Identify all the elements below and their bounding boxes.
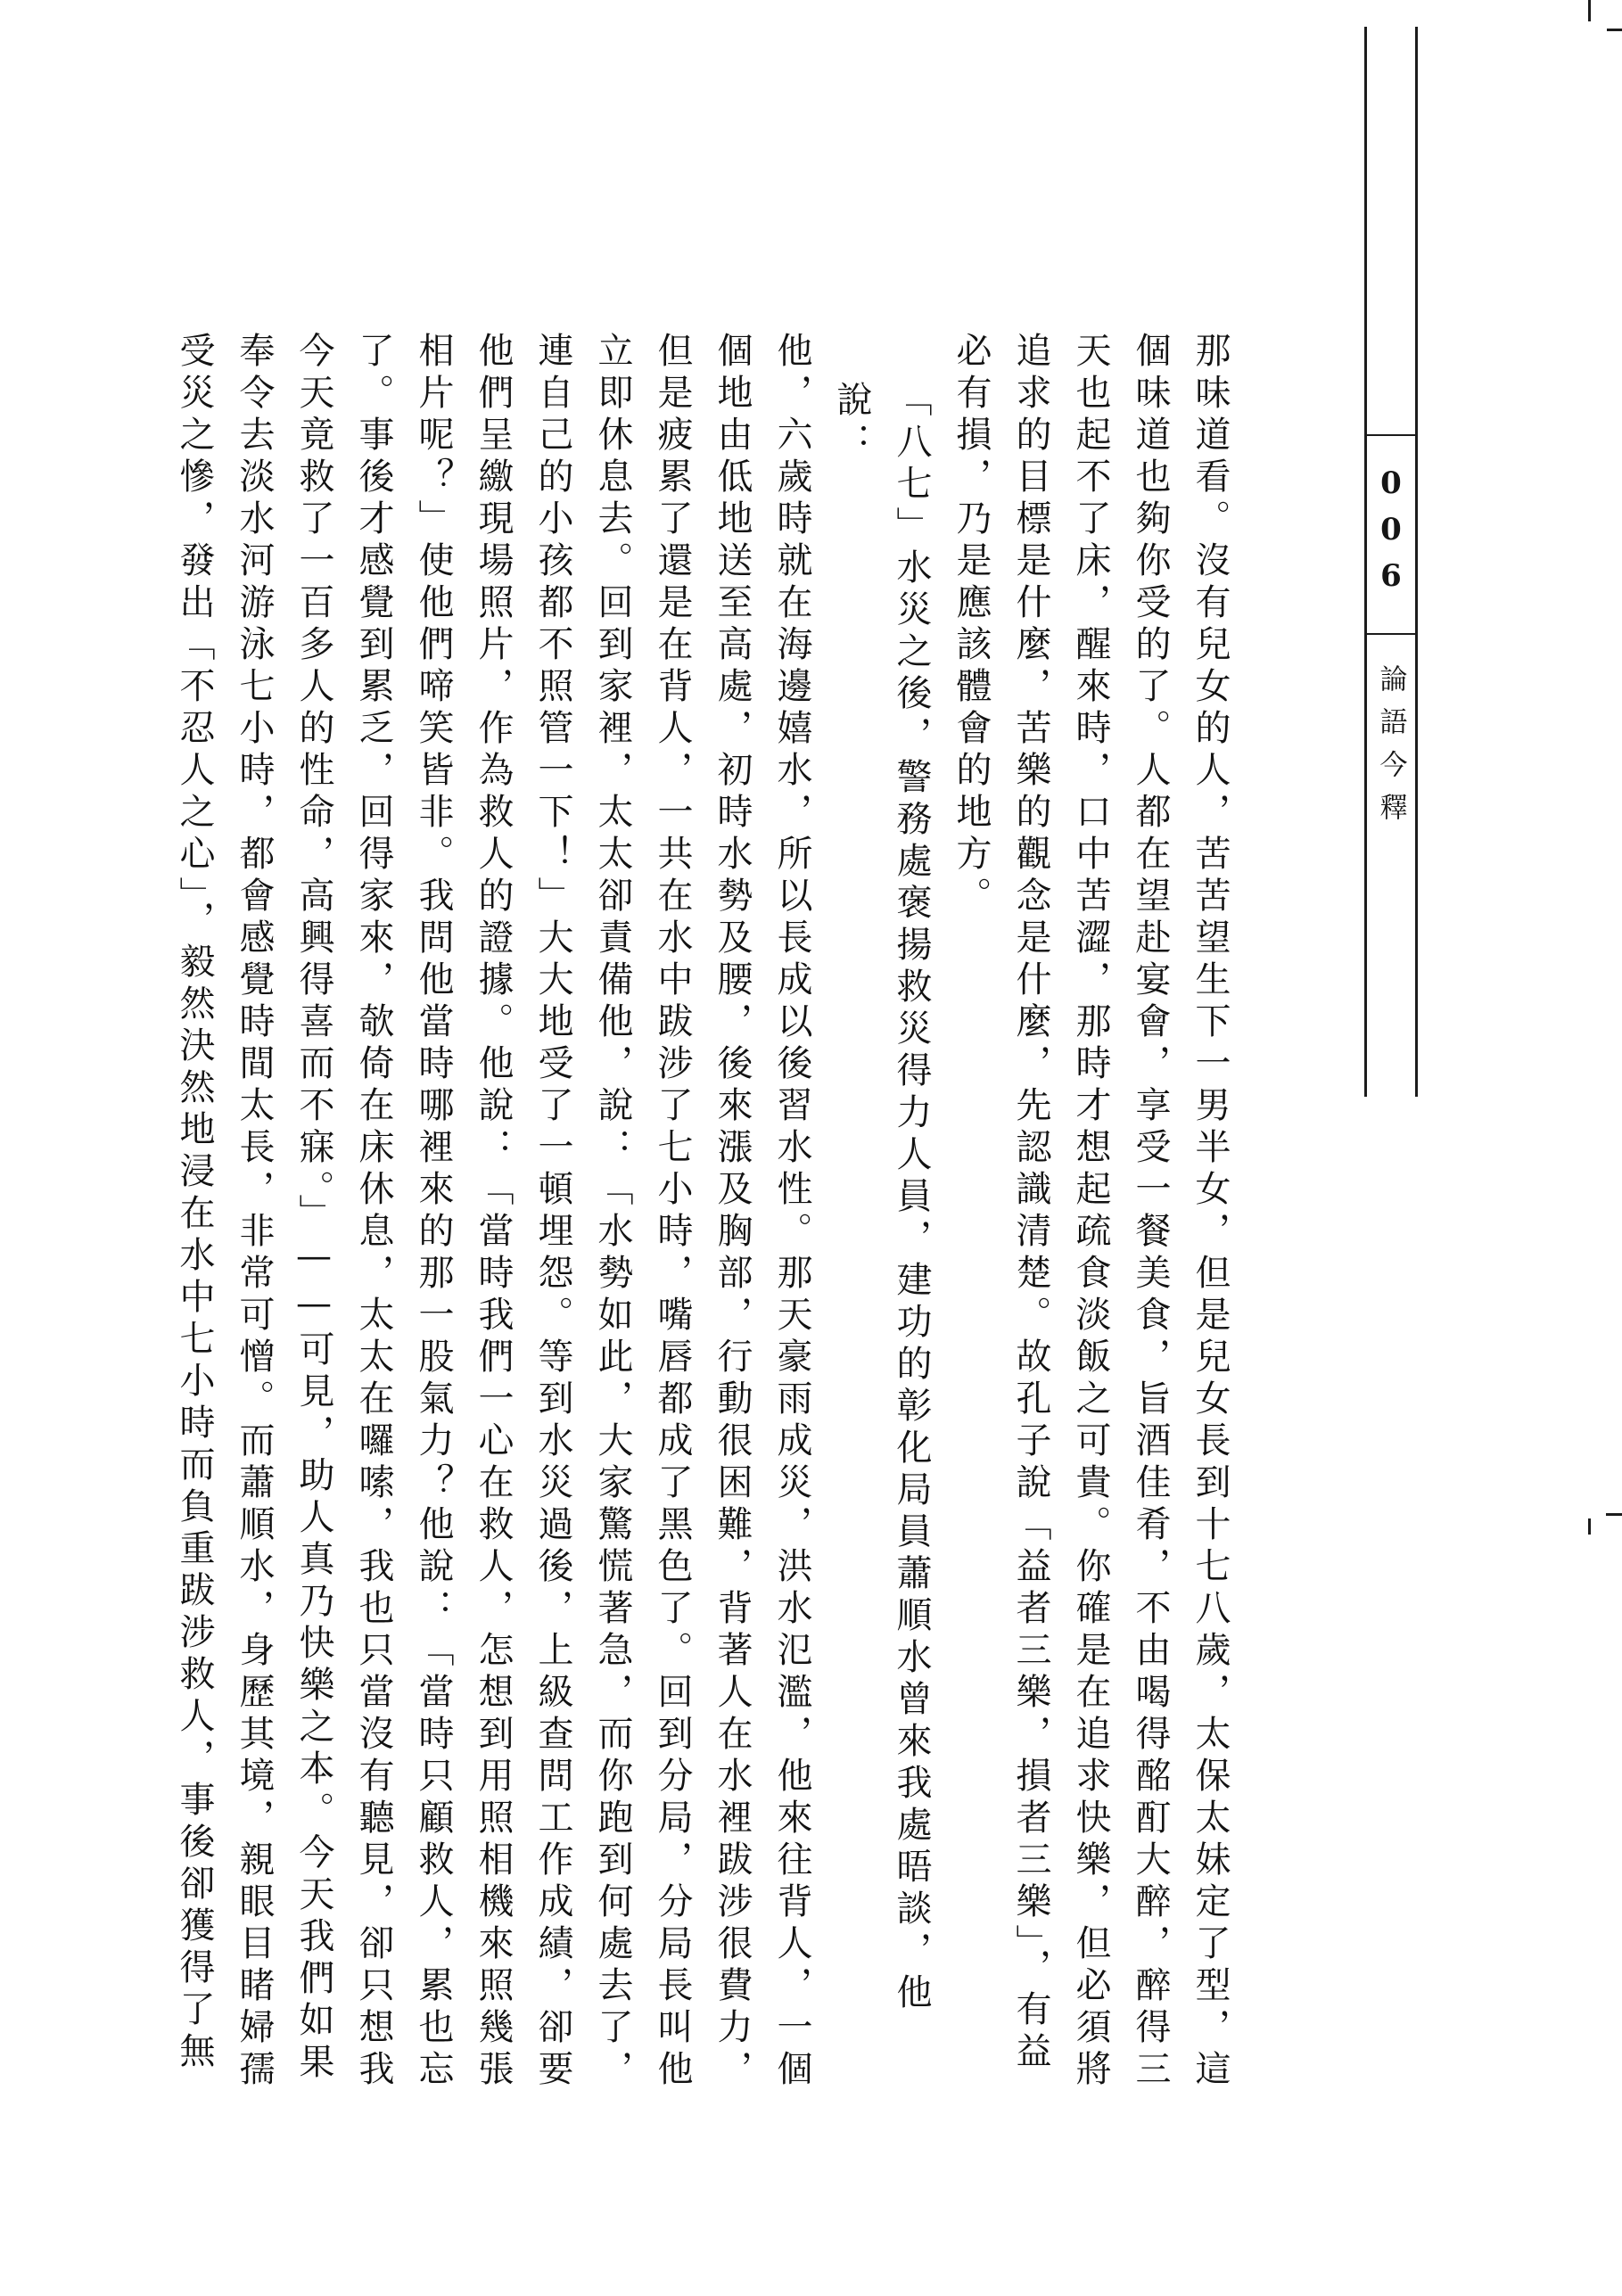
- running-title-box: [1367, 635, 1415, 835]
- page-header-rule-box: [1364, 27, 1418, 1097]
- text-column: 個地由低地送至高處，初時水勢及腰，後來漲及胸部，行動很困難，背著人在水裡跋涉很費力，: [712, 332, 753, 2092]
- text-column: 受災之慘，發出「不忍人之心」，毅然決然地浸在水中七小時而負重跋涉救人，事後卻獲得了無: [174, 332, 215, 2074]
- text-column: 但是疲累了還是在背人，一共在水中跋涉了七小時，嘴唇都成了黑色了。回到分局，分局長叫他: [652, 332, 693, 2092]
- text-column: 他，六歲時就在海邊嬉水，所以長成以後習水性。那天豪雨成災，洪水氾濫，他來往背人，一個: [771, 332, 812, 2092]
- text-column: 那味道看。沒有兒女的人，苦苦望生下一男半女，但是兒女長到十七八歲，太保太妹定了型，這: [1190, 332, 1231, 2092]
- text-column: 立即休息去。回到家裡，太太卻責備他，說：「水勢如此，大家驚慌著急，而你跑到何處去了，: [592, 332, 633, 2092]
- book-title: 論語今釋: [1374, 664, 1407, 835]
- text-column: 追求的目標是什麼，苦樂的觀念是什麼，先認識清楚。故孔子說「益者三樂，損者三樂」，有益: [1010, 332, 1051, 2074]
- header-blank-section: [1367, 27, 1415, 436]
- text-column: 奉令去淡水河游泳七小時，都會感覺時間太長，非常可憎。而蕭順水，身歷其境，親眼目睹婦孺: [234, 332, 275, 2092]
- text-column: 天也起不了床，醒來時，口中苦澀，那時才想起疏食淡飯之可貴。你確是在追求快樂，但必須將: [1070, 332, 1111, 2092]
- corner-mark-top-right-vertical: [1588, 0, 1591, 21]
- text-column: 了。事後才感覺到累乏，回得家來，欹倚在床休息，太太在囉嗦，我也只當沒有聽見，卻只想我: [353, 332, 394, 2092]
- page-number-box: [1367, 436, 1415, 635]
- text-column: 連自己的小孩都不照管一下！」大大地受了一頓埋怨。等到水災過後，上級查問工作成績，卻要: [532, 332, 573, 2092]
- corner-mark-bottom-right-horizontal: [1606, 1513, 1622, 1516]
- text-column: 相片呢？」使他們啼笑皆非。我問他當時哪裡來的那一股氣力？他說：「當時只顧救人，累也忘: [413, 332, 454, 2092]
- text-column: 「八七」水災之後，警務處褒揚救災得力人員，建功的彰化局員蕭順水曾來我處晤談，他說：: [831, 381, 932, 2015]
- corner-mark-top-right-horizontal: [1607, 29, 1622, 31]
- text-column: 今天竟救了一百多人的性命，高興得喜而不寐。」——可見，助人真乃快樂之本。今天我們如果: [293, 332, 334, 2085]
- page-number: 006: [1373, 465, 1409, 605]
- body-text: [164, 332, 1239, 2095]
- corner-mark-bottom-right-vertical: [1588, 1518, 1591, 1535]
- text-column: 他們呈繳現場照片，作為救人的證據。他說：「當時我們一心在救人，怎想到用照相機來照幾張: [473, 332, 514, 2092]
- text-column: 個味道也夠你受的了。人都在望赴宴會，享受一餐美食，旨酒佳肴，不由喝得酩酊大醉，醉得三: [1130, 332, 1171, 2092]
- text-column: 必有損，乃是應該體會的地方。: [951, 332, 992, 918]
